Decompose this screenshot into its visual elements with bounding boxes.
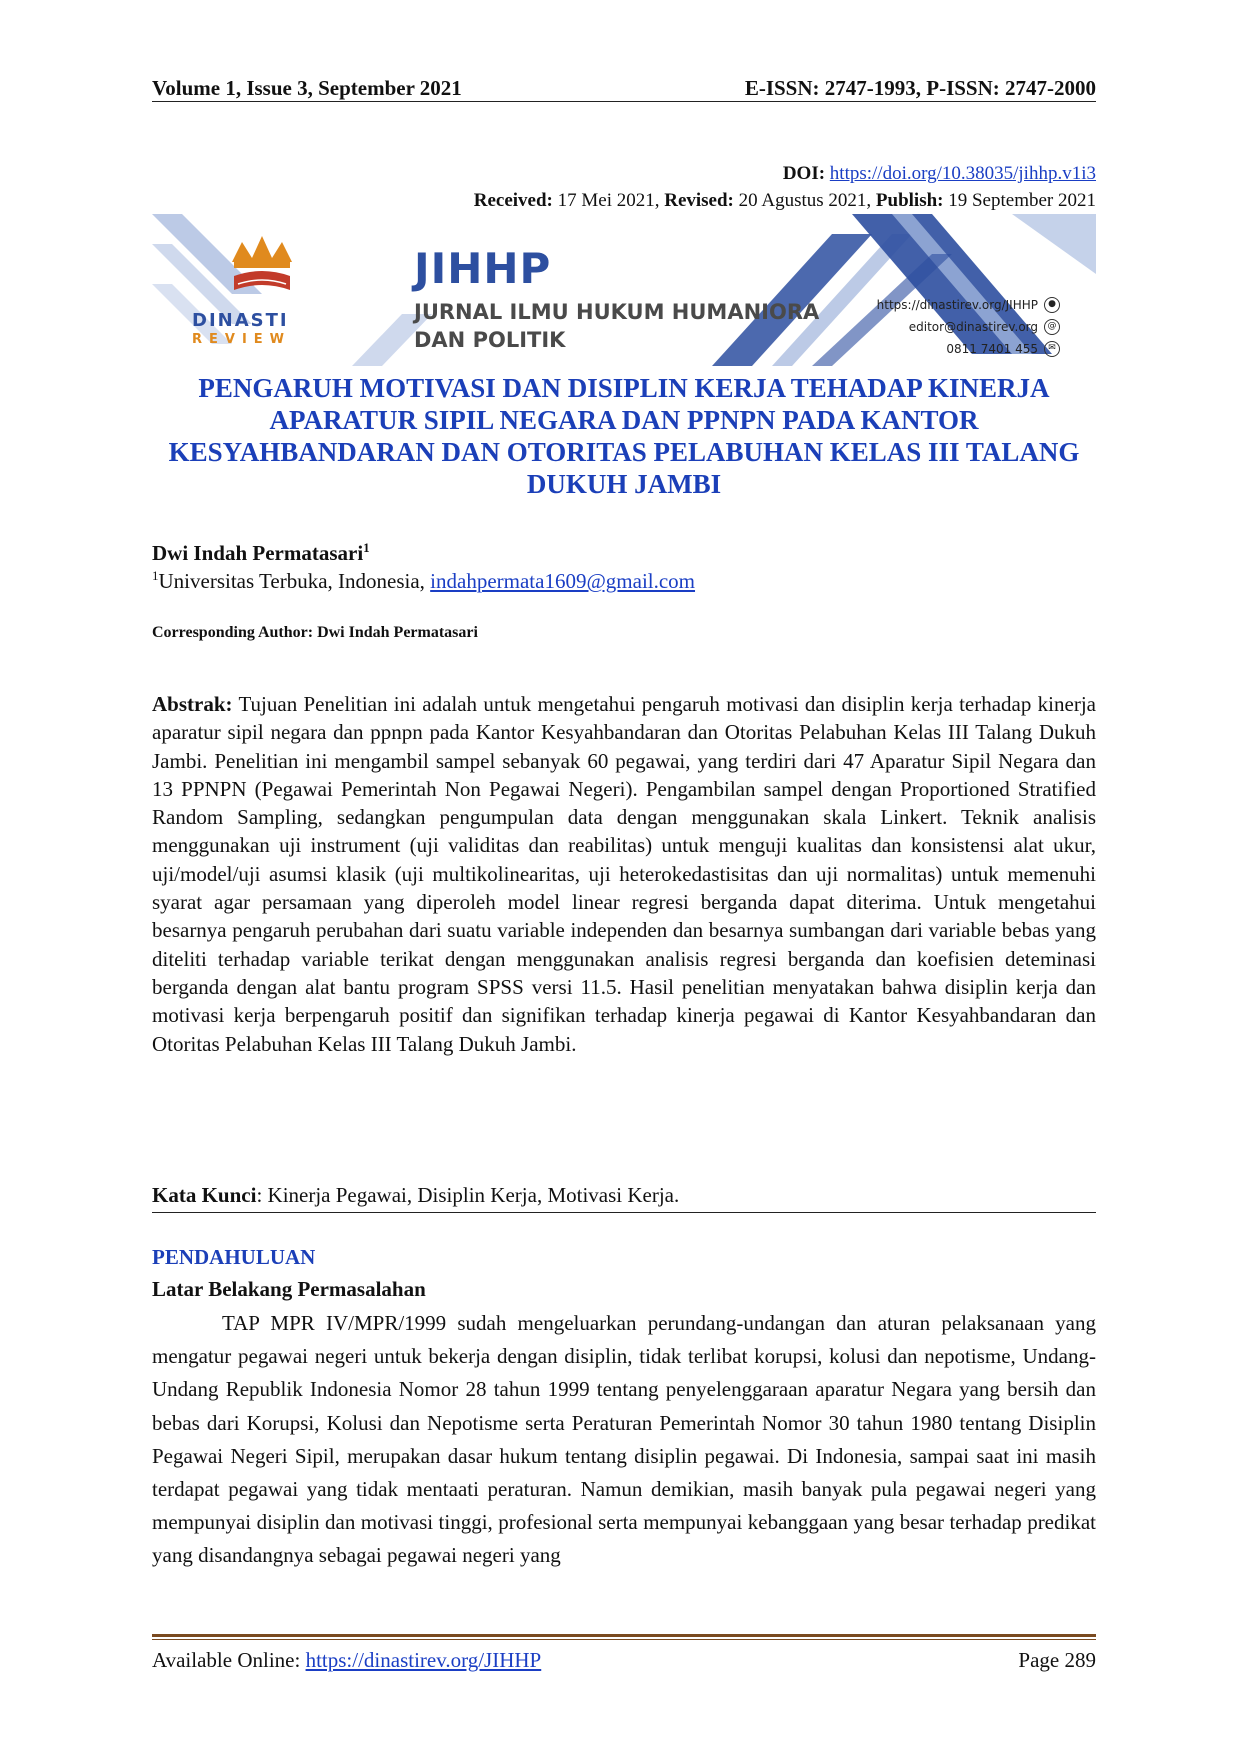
author-name-text: Dwi Indah Permatasari xyxy=(152,541,364,565)
journal-name-line1: JURNAL ILMU HUKUM HUMANIORA xyxy=(414,300,820,324)
email-text: editor@dinastirev.org xyxy=(908,320,1038,334)
website-text: https://dinastirev.org/JIHHP xyxy=(876,298,1038,312)
volume-info: Volume 1, Issue 3, September 2021 xyxy=(152,76,462,100)
affiliation-sup: 1 xyxy=(152,568,159,583)
issn-info: E-ISSN: 2747-1993, P-ISSN: 2747-2000 xyxy=(744,76,1096,100)
author-affiliation xyxy=(152,568,695,594)
page-number: Page 289 xyxy=(1018,1648,1096,1672)
publish-label: Publish: xyxy=(875,190,944,211)
contact-phone xyxy=(877,338,1060,360)
keywords xyxy=(152,1183,1096,1213)
journal-name-line2: DAN POLITIK xyxy=(414,328,566,352)
publish-date: 19 September 2021 xyxy=(948,190,1096,211)
body-paragraph: TAP MPR IV/MPR/1999 sudah mengeluarkan perundang-undangan dan aturan pelaksanaan yang mengatur pegawai negeri untuk bekerja dengan disiplin, tidak terlibat korupsi, kolusi dan nepotisme, Undang-Undang Republik Indonesia Nomor 28 tahun 1999 tentang penyelenggaraan aparatur Negara yang bersih dan bebas dari Korupsi, Kolusi dan Nepotisme serta Peraturan Pemerintah Nomor 30 tahun 1980 tentang Disiplin Pegawai Negeri Sipil, merupakan dasar hukum tentang disiplin pegawai. Di Indonesia, sampai saat ini masih terdapat pegawai yang tidak mentaati peraturan. Namun demikian, masih banyak pula pegawai negeri yang mempunyai disiplin dan motivasi tinggi, profesional serta mempunyai kebanggaan yang besar terhadap predikat yang disandangnya sebagai pegawai negeri yang xyxy=(152,1311,1096,1568)
globe-icon: ● xyxy=(1044,297,1060,313)
doi-line xyxy=(474,160,1096,187)
mail-icon: ✉ xyxy=(1044,341,1060,357)
keywords-label: Kata Kunci xyxy=(152,1183,257,1207)
abstract-text: Tujuan Penelitian ini adalah untuk mengetahui pengaruh motivasi dan disiplin kerja terhadap kinerja aparatur sipil negara dan ppnpn pada Kantor Kesyahbandaran dan Otoritas Pelabuhan Kelas III Talang Dukuh Jambi. Penelitian ini mengambil sampel sebanyak 60 pegawai, yang terdiri dari 47 Aparatur Sipil Negara dan 13 PPNPN (Pegawai Pemerintah Non Pegawai Negeri). Pengambilan sampel dengan Proportioned Stratified Random Sampling, sedangkan pengumpulan data dengan menggunakan skala Linkert. Teknik analisis menggunakan uji instrument (uji validitas dan reabilitas) untuk menguji kualitas dan konsistensi alat ukur, uji/model/uji asumsi klasik (uji multikolinearitas, uji heterokedastisitas dan uji normalitas) untuk memenuhi syarat agar persamaan yang diperoleh model linear regresi berganda dapat diterima. Untuk mengetahui besarnya pengaruh perubahan dari suatu variable independen dan besarnya sumbangan dari variable bebas yang diteliti terhadap variable terikat dengan menggunakan analisis regresi berganda dan koefisien deteminasi berganda dengan alat bantu program SPSS versi 11.5. Hasil penelitian menyatakan bahwa disiplin kerja dan motivasi kerja berpengaruh positif dan signifikan terhadap kinerja pegawai di Kantor Kesyahbandaran dan Otoritas Pelabuhan Kelas III Talang Dukuh Jambi. xyxy=(152,692,1096,1056)
received-label: Received: xyxy=(473,190,553,211)
dates-line xyxy=(474,187,1096,214)
contact-email xyxy=(877,316,1060,338)
journal-banner xyxy=(152,214,1096,366)
received-date: 17 Mei 2021, xyxy=(557,190,660,211)
section-heading: PENDAHULUAN xyxy=(152,1245,316,1269)
author-email-link[interactable]: indahpermata1609@gmail.com xyxy=(430,569,696,593)
contact-website xyxy=(877,294,1060,316)
journal-full-name xyxy=(414,298,834,354)
phone-text: 0811 7401 455 xyxy=(946,342,1038,356)
doi-label: DOI: xyxy=(782,163,826,184)
footer-rule-thin xyxy=(152,1639,1096,1640)
footer-rule-thick xyxy=(152,1634,1096,1637)
corresponding-author: Corresponding Author: Dwi Indah Permatasari xyxy=(152,624,478,641)
revised-label: Revised: xyxy=(664,190,734,211)
doi-block xyxy=(474,160,1096,214)
banner-contact xyxy=(877,294,1060,360)
author-sup: 1 xyxy=(363,540,370,555)
paper-title: PENGARUH MOTIVASI DAN DISIPLIN KERJA TEHADAP KINERJA APARATUR SIPIL NEGARA DAN PPNPN PADA KANTOR KESYAHBANDARAN DAN OTORITAS PELABUHAN KELAS III TALANG DUKUH JAMBI xyxy=(168,373,1080,499)
dinasti-logo-sub: REVIEW xyxy=(192,332,292,347)
doi-link[interactable]: https://doi.org/10.38035/jihhp.v1i3 xyxy=(829,163,1096,184)
abstract-label: Abstrak: xyxy=(152,692,233,716)
available-label: Available Online: xyxy=(152,1648,306,1672)
keywords-text: : Kinerja Pegawai, Disiplin Kerja, Motivasi Kerja. xyxy=(256,1183,680,1207)
revised-date: 20 Agustus 2021, xyxy=(738,190,872,211)
abstract xyxy=(152,690,1096,1058)
subsection-heading: Latar Belakang Permasalahan xyxy=(152,1277,426,1301)
journal-abbreviation: JIHHP xyxy=(414,244,552,293)
dinasti-crown-logo xyxy=(232,236,292,290)
dinasti-logo-name: DINASTI xyxy=(192,310,289,331)
at-icon: @ xyxy=(1044,319,1060,335)
author-name xyxy=(152,540,370,566)
affiliation-text: Universitas Terbuka, Indonesia, xyxy=(158,569,431,593)
running-header xyxy=(152,72,1096,102)
footer-available-online xyxy=(152,1648,541,1673)
journal-url-link[interactable]: https://dinastirev.org/JIHHP xyxy=(305,1648,542,1672)
